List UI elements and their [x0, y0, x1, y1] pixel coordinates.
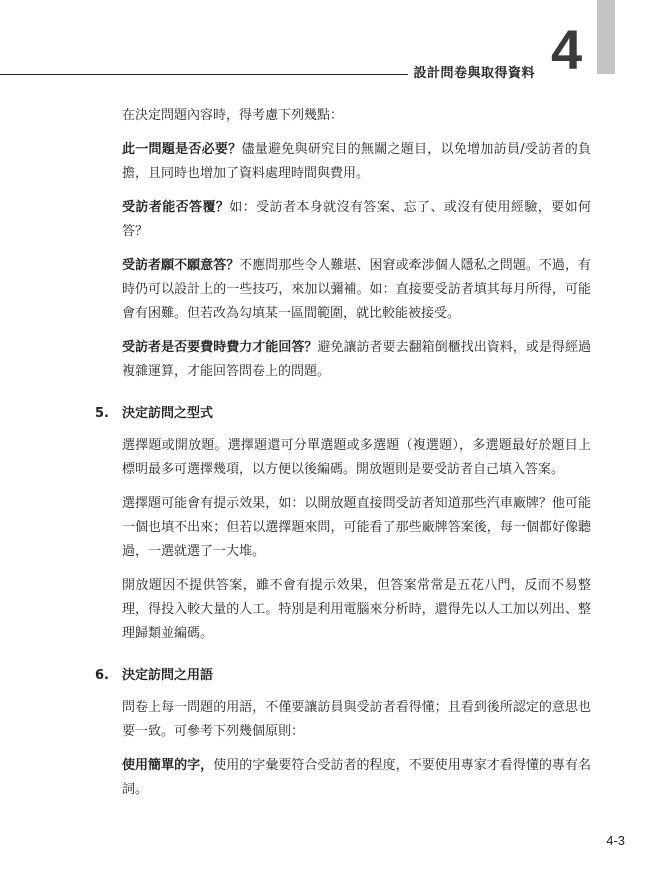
consideration-text: 避免讓訪者要去翻箱倒櫃找出資料，或是得經過複雜運算，才能回答問卷上的問題。: [122, 340, 591, 379]
consideration-text: 不應問那些令人難堪、困窘或牽涉個人隱私之問題。不過，有時仍可以設計上的一些技巧，來加以彌補。如：直接要受訪者填其每月所得，可能會有困難。但若改為勾填某一區間範圍，就比較能被接受。: [122, 258, 591, 321]
header-rule: [0, 74, 408, 75]
principle-lead: 使用簡單的字，: [122, 758, 214, 773]
page-number: 4-3: [606, 833, 625, 848]
section-title: 決定訪問之用語: [122, 668, 214, 683]
consideration-lead: 此一問題是否必要？: [122, 142, 242, 157]
principle-text: 使用的字彙要符合受訪者的程度，不要使用專家才看得懂的專有名詞。: [122, 758, 591, 797]
section-title: 決定訪問之型式: [122, 406, 214, 421]
consideration-lead: 受訪者願不願意答？: [122, 258, 240, 273]
section-paragraph: 選擇題或開放題。選擇題還可分單選題或多選題（複選題），多選題最好於題目上標明最多可選擇幾項，以方便以後編碼。開放題則是要受訪者自己填入答案。: [122, 438, 591, 477]
consideration-text: 如：受訪者本身就沒有答案、忘了、或沒有使用經驗，要如何答？: [122, 200, 591, 239]
consideration-lead: 受訪者能否答覆？: [122, 200, 230, 215]
chapter-title: 設計問卷與取得資料: [413, 66, 535, 81]
consideration-item: [95, 254, 591, 326]
consideration-lead: 受訪者是否要費時費力才能回答？: [122, 340, 318, 355]
principle-item: [95, 754, 591, 802]
page-body: [95, 104, 591, 812]
consideration-text: 儘量避免與研究目的無關之題目，以免增加訪員/受訪者的負擔，且同時也增加了資料處理時間與費用。: [122, 142, 591, 181]
section-heading: [95, 664, 591, 688]
section-paragraph: 選擇題可能會有提示效果，如：以開放題直接問受訪者知道那些汽車廠牌？他可能一個也填不出來；但若以選擇題來問，可能看了那些廠牌答案後，每一個都好像聽過，一選就選了一大堆。: [122, 496, 591, 559]
consideration-item: [95, 138, 591, 186]
intro-paragraph: 在決定問題內容時，得考慮下列幾點：: [122, 108, 344, 123]
chapter-number: 4: [551, 18, 583, 81]
consideration-item: [95, 336, 591, 384]
consideration-item: [95, 196, 591, 244]
section-number: 5.: [95, 406, 109, 421]
section-heading: [95, 402, 591, 426]
chapter-tab-marker: [597, 0, 615, 74]
section-paragraph: 問卷上每一問題的用語，不僅要讓訪員與受訪者看得懂；且看到後所認定的意思也要一致。可參考下列幾個原則：: [122, 700, 591, 739]
section-paragraph: 開放題因不提供答案，雖不會有提示效果，但答案常常是五花八門，反而不易整理，得投入較大量的人工。特別是利用電腦來分析時，還得先以人工加以列出、整理歸類並編碼。: [122, 578, 591, 641]
section-number: 6.: [95, 668, 109, 683]
